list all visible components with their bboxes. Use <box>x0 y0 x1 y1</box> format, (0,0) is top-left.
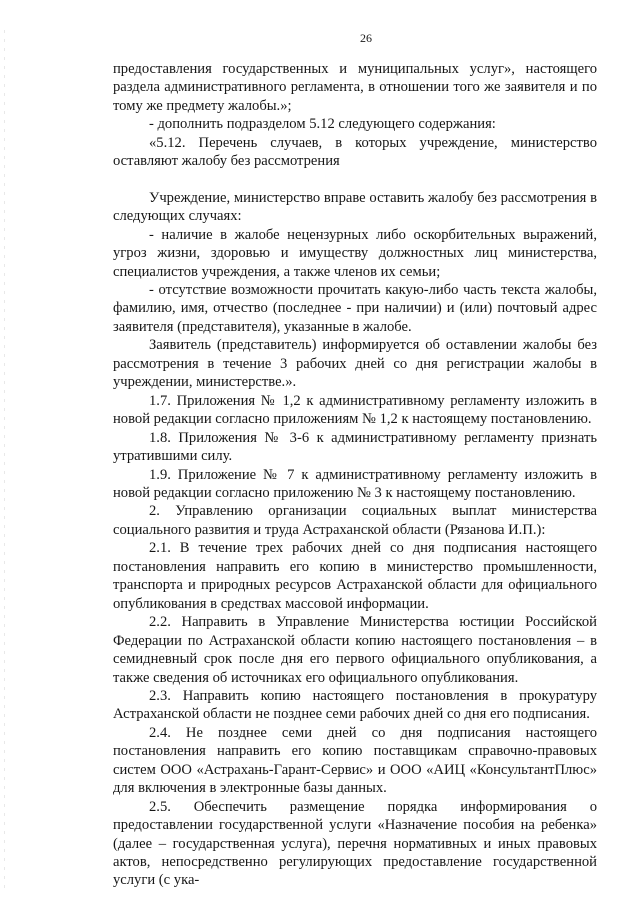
scan-edge-marks <box>4 30 5 890</box>
paragraph-12: 2.1. В течение трех рабочих дней со дня подписания настоящего постановления направить его копию в министерство промышленности, транспорта и природных ресурсов Астраханской области для официального опубликования в средствах массовой информации. <box>113 540 597 612</box>
paragraph-14: 2.3. Направить копию настоящего постановления в прокуратуру Астраханской области не позднее семи рабочих дней со дня его подписания. <box>113 687 597 723</box>
paragraph-6: - отсутствие возможности прочитать какую-либо часть текста жалобы, фамилию, имя, отчество (последнее - при наличии) и (или) почтовый адрес заявителя (представителя), указанные в жалобе. <box>113 281 597 335</box>
paragraph-7: Заявитель (представитель) информируется об оставлении жалобы без рассмотрения в течение 3 рабочих дней со дня регистрации жалобы в учреждении, министерстве.». <box>113 337 597 391</box>
paragraph-3: «5.12. Перечень случаев, в которых учреждение, министерство оставляют жалобу без рассмотрения <box>113 134 597 170</box>
paragraph-gap <box>113 171 597 189</box>
paragraph-9: 1.8. Приложения № 3-6 к административному регламенту признать утратившими силу. <box>113 429 597 465</box>
paragraph-4: Учреждение, министерство вправе оставить жалобу без рассмотрения в следующих случаях: <box>113 189 597 225</box>
paragraph-5: - наличие в жалобе нецензурных либо оскорбительных выражений, угроз жизни, здоровью и имуществу должностных лиц министерства, специалистов учреждения, а также членов их семьи; <box>113 226 597 280</box>
paragraph-15: 2.4. Не позднее семи дней со дня подписания настоящего постановления направить его копию поставщикам справочно-правовых систем ООО «Астрахань-Гарант-Сервис» и ООО «АИЦ «КонсультантПлюс» для включения в электронные базы данных. <box>113 724 597 797</box>
paragraph-10: 1.9. Приложение № 7 к административному регламенту изложить в новой редакции согласно приложению № 3 к настоящему постановлению. <box>113 466 597 501</box>
paragraph-13: 2.2. Направить в Управление Министерства юстиции Российской Федерации по Астраханской области копию настоящего постановления – в семидневный срок после дня его первого официального опубликования, а также сведения об источниках его официального опубликования. <box>113 614 597 686</box>
paragraph-11: 2. Управлению организации социальных выплат министерства социального развития и труда Астраханской области (Рязанова И.П.): <box>113 503 597 538</box>
paragraph-2: - дополнить подразделом 5.12 следующего содержания: <box>149 116 496 133</box>
paragraph-8: 1.7. Приложения № 1,2 к административному регламенту изложить в новой редакции согласно приложениям № 1,2 к настоящему постановлению. <box>113 392 597 428</box>
paragraph-16: 2.5. Обеспечить размещение порядка информирования о предоставлении государственной услуги «Назначение пособия на ребенка» (далее – государственная услуга), перечня нормативных и иных правовых актов, непосредственно регулирующих предоставление государственной услуги (с ука- <box>113 798 597 889</box>
paragraph-1: предоставления государственных и муниципальных услуг», настоящего раздела административного регламента, в отношении того же заявителя и по тому же предмету жалобы.»; <box>113 61 597 114</box>
page-number: 26 <box>360 31 372 45</box>
document-body <box>113 60 597 890</box>
